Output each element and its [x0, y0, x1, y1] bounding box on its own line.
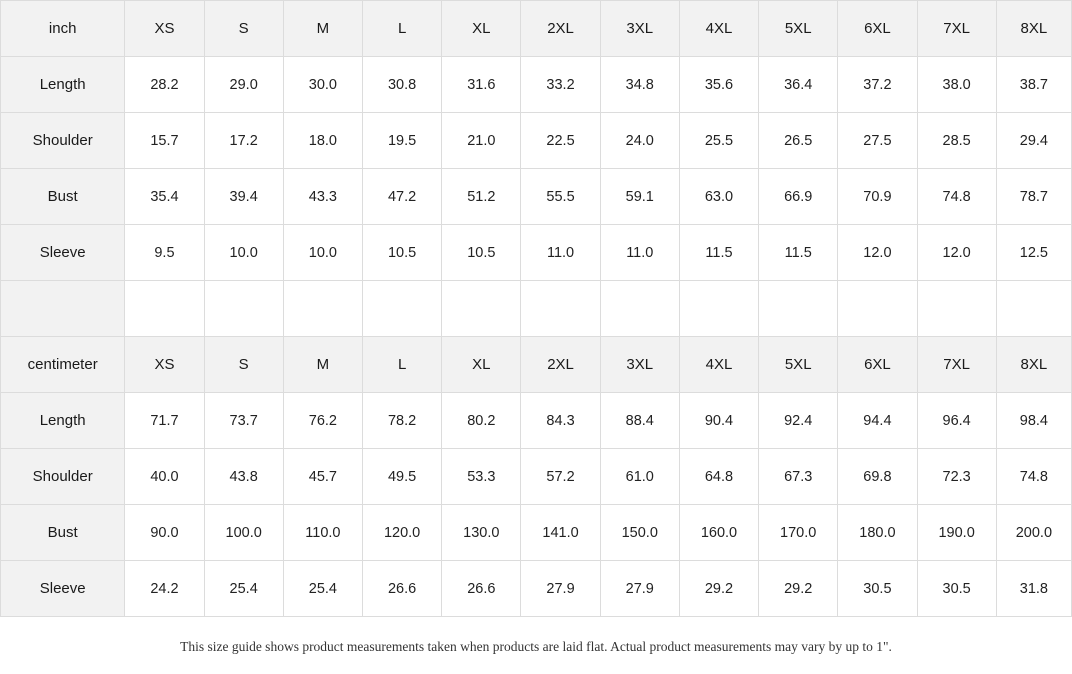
cell-value: 76.2	[283, 393, 362, 449]
measure-label-sleeve: Sleeve	[1, 225, 125, 281]
unit-label-centimeter: centimeter	[1, 337, 125, 393]
size-header-xs: XS	[125, 1, 204, 57]
cell-value: 74.8	[996, 449, 1071, 505]
cell-value: 26.5	[759, 113, 838, 169]
cell-value: 26.6	[363, 561, 442, 617]
size-header-l: L	[363, 1, 442, 57]
spacer-cell	[125, 281, 204, 337]
cell-value: 9.5	[125, 225, 204, 281]
cell-value: 19.5	[363, 113, 442, 169]
cell-value: 34.8	[600, 57, 679, 113]
spacer-cell	[1, 281, 125, 337]
cell-value: 22.5	[521, 113, 600, 169]
size-header-s: S	[204, 337, 283, 393]
spacer-cell	[679, 281, 758, 337]
cell-value: 45.7	[283, 449, 362, 505]
cell-value: 38.0	[917, 57, 996, 113]
measure-label-bust: Bust	[1, 169, 125, 225]
cell-value: 24.0	[600, 113, 679, 169]
table-row	[1, 113, 1072, 169]
size-header-2xl: 2XL	[521, 337, 600, 393]
cell-value: 94.4	[838, 393, 917, 449]
table-row	[1, 57, 1072, 113]
cell-value: 53.3	[442, 449, 521, 505]
cell-value: 10.5	[363, 225, 442, 281]
spacer-cell	[996, 281, 1071, 337]
cell-value: 59.1	[600, 169, 679, 225]
size-header-3xl: 3XL	[600, 1, 679, 57]
size-header-xl: XL	[442, 1, 521, 57]
cell-value: 98.4	[996, 393, 1071, 449]
measure-label-shoulder: Shoulder	[1, 113, 125, 169]
cell-value: 57.2	[521, 449, 600, 505]
cell-value: 190.0	[917, 505, 996, 561]
cell-value: 33.2	[521, 57, 600, 113]
size-header-5xl: 5XL	[759, 1, 838, 57]
cell-value: 30.0	[283, 57, 362, 113]
cell-value: 30.8	[363, 57, 442, 113]
cell-value: 29.2	[759, 561, 838, 617]
cell-value: 10.0	[204, 225, 283, 281]
cell-value: 29.4	[996, 113, 1071, 169]
cell-value: 26.6	[442, 561, 521, 617]
table-row	[1, 449, 1072, 505]
cell-value: 38.7	[996, 57, 1071, 113]
cell-value: 11.5	[679, 225, 758, 281]
unit-label-inch: inch	[1, 1, 125, 57]
cell-value: 100.0	[204, 505, 283, 561]
cell-value: 27.5	[838, 113, 917, 169]
cell-value: 120.0	[363, 505, 442, 561]
cell-value: 25.4	[204, 561, 283, 617]
size-header-7xl: 7XL	[917, 337, 996, 393]
cell-value: 31.6	[442, 57, 521, 113]
cell-value: 96.4	[917, 393, 996, 449]
size-header-6xl: 6XL	[838, 1, 917, 57]
cell-value: 15.7	[125, 113, 204, 169]
size-header-8xl: 8XL	[996, 1, 1071, 57]
size-header-xs: XS	[125, 337, 204, 393]
cell-value: 39.4	[204, 169, 283, 225]
cell-value: 49.5	[363, 449, 442, 505]
size-header-7xl: 7XL	[917, 1, 996, 57]
cell-value: 61.0	[600, 449, 679, 505]
cell-value: 55.5	[521, 169, 600, 225]
spacer-cell	[521, 281, 600, 337]
cell-value: 63.0	[679, 169, 758, 225]
cell-value: 43.8	[204, 449, 283, 505]
size-header-4xl: 4XL	[679, 337, 758, 393]
cell-value: 90.0	[125, 505, 204, 561]
size-header-m: M	[283, 1, 362, 57]
table-header-row-inch	[1, 1, 1072, 57]
table-header-row-centimeter	[1, 337, 1072, 393]
cell-value: 40.0	[125, 449, 204, 505]
cell-value: 64.8	[679, 449, 758, 505]
cell-value: 37.2	[838, 57, 917, 113]
cell-value: 170.0	[759, 505, 838, 561]
spacer-cell	[442, 281, 521, 337]
cell-value: 69.8	[838, 449, 917, 505]
size-header-3xl: 3XL	[600, 337, 679, 393]
measure-label-sleeve: Sleeve	[1, 561, 125, 617]
cell-value: 11.0	[600, 225, 679, 281]
size-header-l: L	[363, 337, 442, 393]
cell-value: 28.5	[917, 113, 996, 169]
cell-value: 30.5	[838, 561, 917, 617]
size-header-s: S	[204, 1, 283, 57]
spacer-cell	[363, 281, 442, 337]
cell-value: 78.7	[996, 169, 1071, 225]
cell-value: 67.3	[759, 449, 838, 505]
cell-value: 84.3	[521, 393, 600, 449]
cell-value: 43.3	[283, 169, 362, 225]
cell-value: 80.2	[442, 393, 521, 449]
cell-value: 88.4	[600, 393, 679, 449]
cell-value: 29.0	[204, 57, 283, 113]
spacer-cell	[600, 281, 679, 337]
cell-value: 35.4	[125, 169, 204, 225]
cell-value: 66.9	[759, 169, 838, 225]
table-row	[1, 393, 1072, 449]
cell-value: 180.0	[838, 505, 917, 561]
cell-value: 35.6	[679, 57, 758, 113]
cell-value: 71.7	[125, 393, 204, 449]
cell-value: 72.3	[917, 449, 996, 505]
cell-value: 10.0	[283, 225, 362, 281]
cell-value: 12.0	[917, 225, 996, 281]
cell-value: 160.0	[679, 505, 758, 561]
cell-value: 73.7	[204, 393, 283, 449]
cell-value: 31.8	[996, 561, 1071, 617]
cell-value: 12.0	[838, 225, 917, 281]
size-header-4xl: 4XL	[679, 1, 758, 57]
cell-value: 92.4	[759, 393, 838, 449]
measure-label-shoulder: Shoulder	[1, 449, 125, 505]
size-header-8xl: 8XL	[996, 337, 1071, 393]
cell-value: 130.0	[442, 505, 521, 561]
cell-value: 110.0	[283, 505, 362, 561]
table-spacer-row	[1, 281, 1072, 337]
cell-value: 27.9	[600, 561, 679, 617]
table-row	[1, 505, 1072, 561]
cell-value: 17.2	[204, 113, 283, 169]
cell-value: 51.2	[442, 169, 521, 225]
spacer-cell	[283, 281, 362, 337]
cell-value: 30.5	[917, 561, 996, 617]
cell-value: 11.0	[521, 225, 600, 281]
cell-value: 10.5	[442, 225, 521, 281]
cell-value: 74.8	[917, 169, 996, 225]
cell-value: 78.2	[363, 393, 442, 449]
cell-value: 25.4	[283, 561, 362, 617]
table-row	[1, 225, 1072, 281]
size-guide-footnote: This size guide shows product measurements taken when products are laid flat. Actual product measurements may vary by up to 1".	[180, 639, 892, 654]
cell-value: 70.9	[838, 169, 917, 225]
cell-value: 25.5	[679, 113, 758, 169]
table-row	[1, 561, 1072, 617]
cell-value: 11.5	[759, 225, 838, 281]
cell-value: 29.2	[679, 561, 758, 617]
cell-value: 47.2	[363, 169, 442, 225]
measure-label-length: Length	[1, 393, 125, 449]
cell-value: 21.0	[442, 113, 521, 169]
cell-value: 150.0	[600, 505, 679, 561]
size-header-m: M	[283, 337, 362, 393]
measure-label-bust: Bust	[1, 505, 125, 561]
cell-value: 18.0	[283, 113, 362, 169]
cell-value: 36.4	[759, 57, 838, 113]
measure-label-length: Length	[1, 57, 125, 113]
cell-value: 28.2	[125, 57, 204, 113]
spacer-cell	[917, 281, 996, 337]
size-header-6xl: 6XL	[838, 337, 917, 393]
cell-value: 24.2	[125, 561, 204, 617]
spacer-cell	[759, 281, 838, 337]
cell-value: 12.5	[996, 225, 1071, 281]
size-header-2xl: 2XL	[521, 1, 600, 57]
size-header-xl: XL	[442, 337, 521, 393]
size-header-5xl: 5XL	[759, 337, 838, 393]
cell-value: 200.0	[996, 505, 1071, 561]
cell-value: 90.4	[679, 393, 758, 449]
table-row	[1, 169, 1072, 225]
spacer-cell	[838, 281, 917, 337]
cell-value: 27.9	[521, 561, 600, 617]
spacer-cell	[204, 281, 283, 337]
cell-value: 141.0	[521, 505, 600, 561]
